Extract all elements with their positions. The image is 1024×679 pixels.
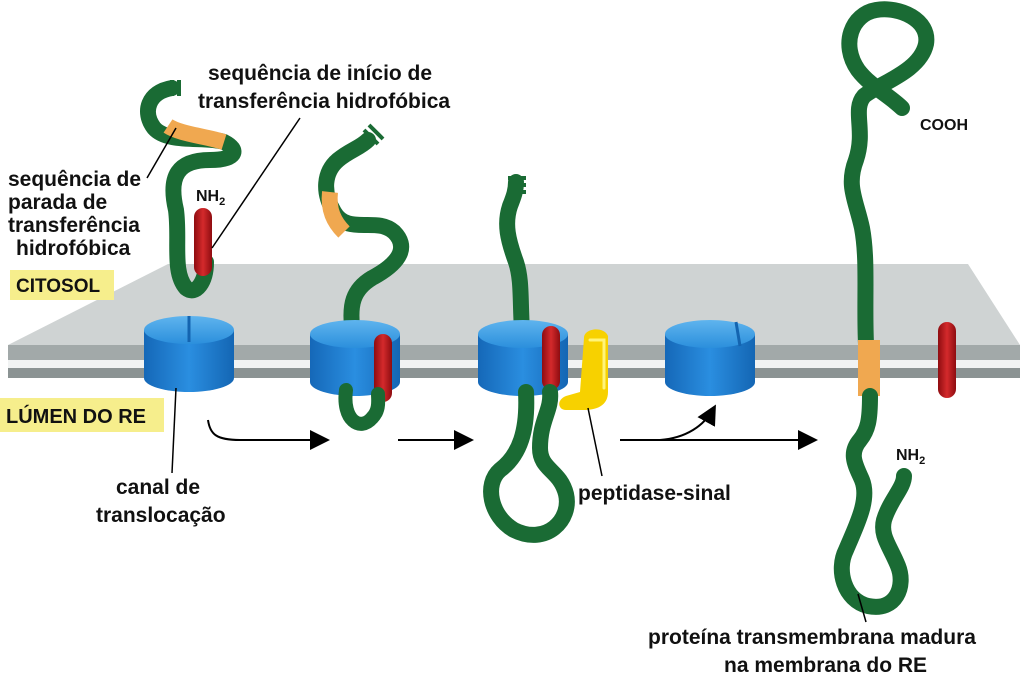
label-nh2-top: $NH_2$ [196,188,226,208]
label-cooh: COOH [920,117,968,134]
label-cytosol: CITOSOL [16,276,101,297]
tag-er-lumen [0,398,164,432]
label-start-transfer-line1: sequência de início de [208,62,433,85]
label-peptidase: peptidase-sinal [578,482,731,505]
arrow-4 [660,408,714,440]
label-nh2-bottom: $NH_2$ [896,447,926,467]
arrow-1 [208,420,326,440]
label-channel-line2: translocação [96,504,226,527]
label-mature-line2: na membrana do RE [724,654,928,677]
label-stop-transfer-line2: parada de [8,191,108,214]
stage-3-lumen-loop [491,392,567,535]
start-transfer-segment [194,208,212,276]
translocation-channel-4 [665,320,755,396]
label-stop-transfer-line3: transferência [8,214,140,237]
label-mature-line1: proteína transmembrana madura [648,626,976,649]
label-channel-line1: canal de [116,476,201,499]
label-start-transfer-line2: transferência hidrofóbica [198,90,451,113]
translocation-channel-2 [310,320,400,424]
label-er-lumen: LÚMEN DO RE [6,406,146,428]
label-stop-transfer-line1: sequência de [8,168,142,191]
label-stop-transfer-line4: hidrofóbica [16,237,131,260]
tag-cytosol [10,270,114,300]
translocation-channel-1 [144,316,234,392]
process-arrows [208,408,814,440]
